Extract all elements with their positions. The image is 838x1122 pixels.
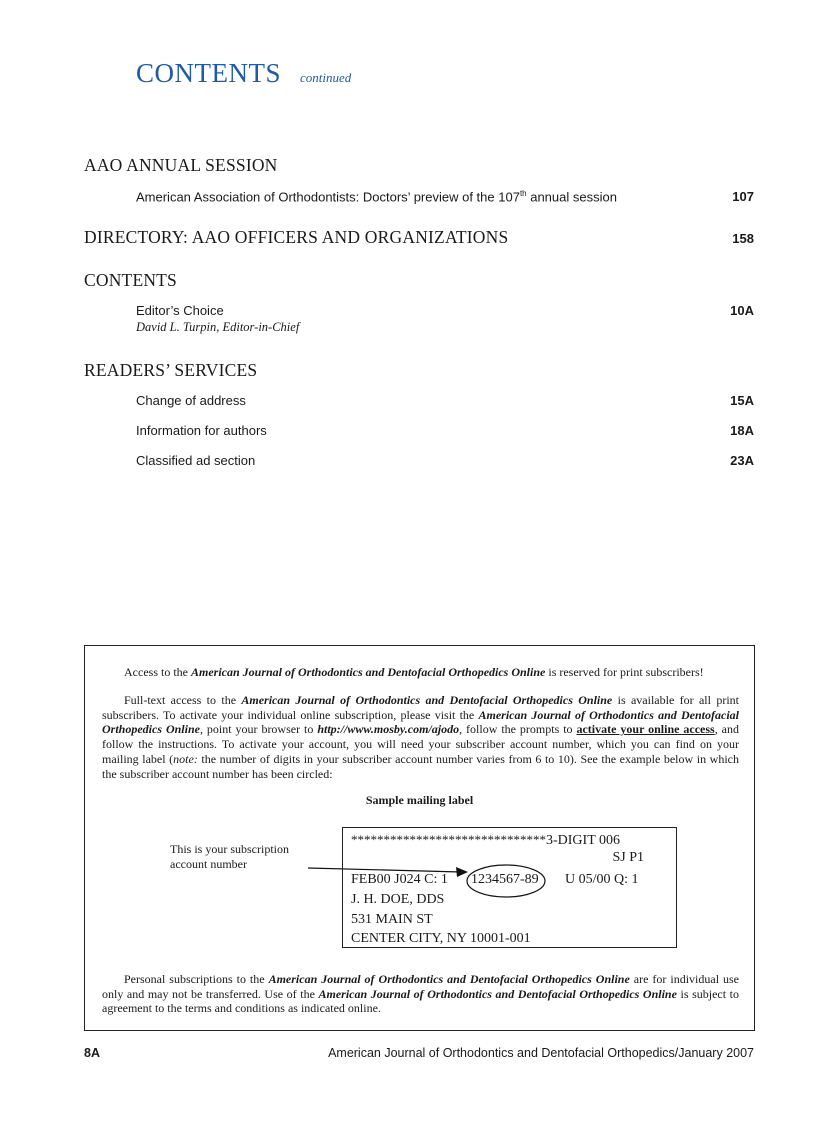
toc-entry-editors-choice[interactable]: Editor’s Choice — [136, 303, 224, 318]
toc-page-editors-choice: 10A — [730, 303, 754, 318]
personal-subscription-paragraph: Personal subscriptions to the American Journal of Orthodontics and Dentofacial Orthopedics Online are for individual use only and may not be transferred. Use of the American Journal of Orthodontics and Dentofacial Orthopedics Online is subject to agreement to the terms and conditions as indicated online. — [102, 972, 740, 1016]
arrow-caption: This is your subscription account number — [170, 842, 289, 871]
label-line-3a: FEB00 J024 C: 1 — [351, 872, 448, 887]
toc-page-change-address: 15A — [730, 393, 754, 408]
fulltext-access-paragraph: Full-text access to the American Journal of Orthodontics and Dentofacial Orthopedics Online is available for all print subscribers. To activate your individual online subscription, please visit the American Journal of Orthodontics and Dentofacial Orthopedics Online, point your browser to http://www.mosby.com/ajodo, follow the prompts to activate your online access, and follow the instructions. To activate your account, you will need your subscriber account number, which you can find on your mailing label (note: the number of digits in your subscriber account number varies from 6 to 10). See the example below in which the subscriber account number has been circled: — [102, 693, 740, 781]
sample-mailing-label — [342, 827, 677, 948]
title-continued: continued — [300, 70, 352, 85]
label-line-4: J. H. DOE, DDS — [351, 892, 445, 907]
toc-entry-aao-preview[interactable]: American Association of Orthodontists: Doctors’ preview of the 107th annual session — [136, 189, 617, 205]
toc-entry-classified[interactable]: Classified ad section — [136, 453, 256, 468]
label-line-5: 531 MAIN ST — [351, 912, 433, 927]
section-heading-aao: AAO ANNUAL SESSION — [84, 155, 278, 175]
label-line-2: SJ P1 — [612, 850, 644, 865]
section-heading-contents: CONTENTS — [84, 270, 177, 290]
label-line-3b: U 05/00 Q: 1 — [565, 872, 639, 887]
section-heading-readers: READERS’ SERVICES — [84, 360, 258, 380]
toc-entry-info-authors[interactable]: Information for authors — [136, 423, 267, 438]
toc-author-editors-choice: David L. Turpin, Editor-in-Chief — [136, 320, 300, 334]
toc-page-classified: 23A — [730, 453, 754, 468]
label-line-6: CENTER CITY, NY 10001-001 — [351, 931, 531, 946]
online-access-box — [84, 645, 755, 1031]
journal-url-link[interactable]: http://www.mosby.com/ajodo — [317, 722, 460, 737]
sample-label-title: Sample mailing label — [365, 793, 474, 807]
toc-page-aao-preview: 107 — [732, 189, 754, 204]
toc-entry-change-address[interactable]: Change of address — [136, 393, 246, 408]
label-line-1: ******************************3-DIGIT 006 — [351, 832, 621, 848]
footer-journal-title: American Journal of Orthodontics and Dentofacial Orthopedics/January 2007 — [328, 1046, 754, 1060]
access-notice: Access to the American Journal of Orthodontics and Dentofacial Orthopedics Online is reserved for print subscribers! — [124, 665, 704, 679]
toc-page-directory: 158 — [732, 231, 754, 246]
toc-page-info-authors: 18A — [730, 423, 754, 438]
account-number-circle — [465, 864, 549, 900]
activate-access-link[interactable]: activate your online access — [576, 722, 715, 737]
page-title: CONTENTS — [136, 58, 281, 88]
footer-page-number: 8A — [84, 1046, 100, 1060]
account-number: 1234567-89 — [471, 872, 539, 887]
section-heading-directory[interactable]: DIRECTORY: AAO OFFICERS AND ORGANIZATIONS — [84, 227, 509, 247]
